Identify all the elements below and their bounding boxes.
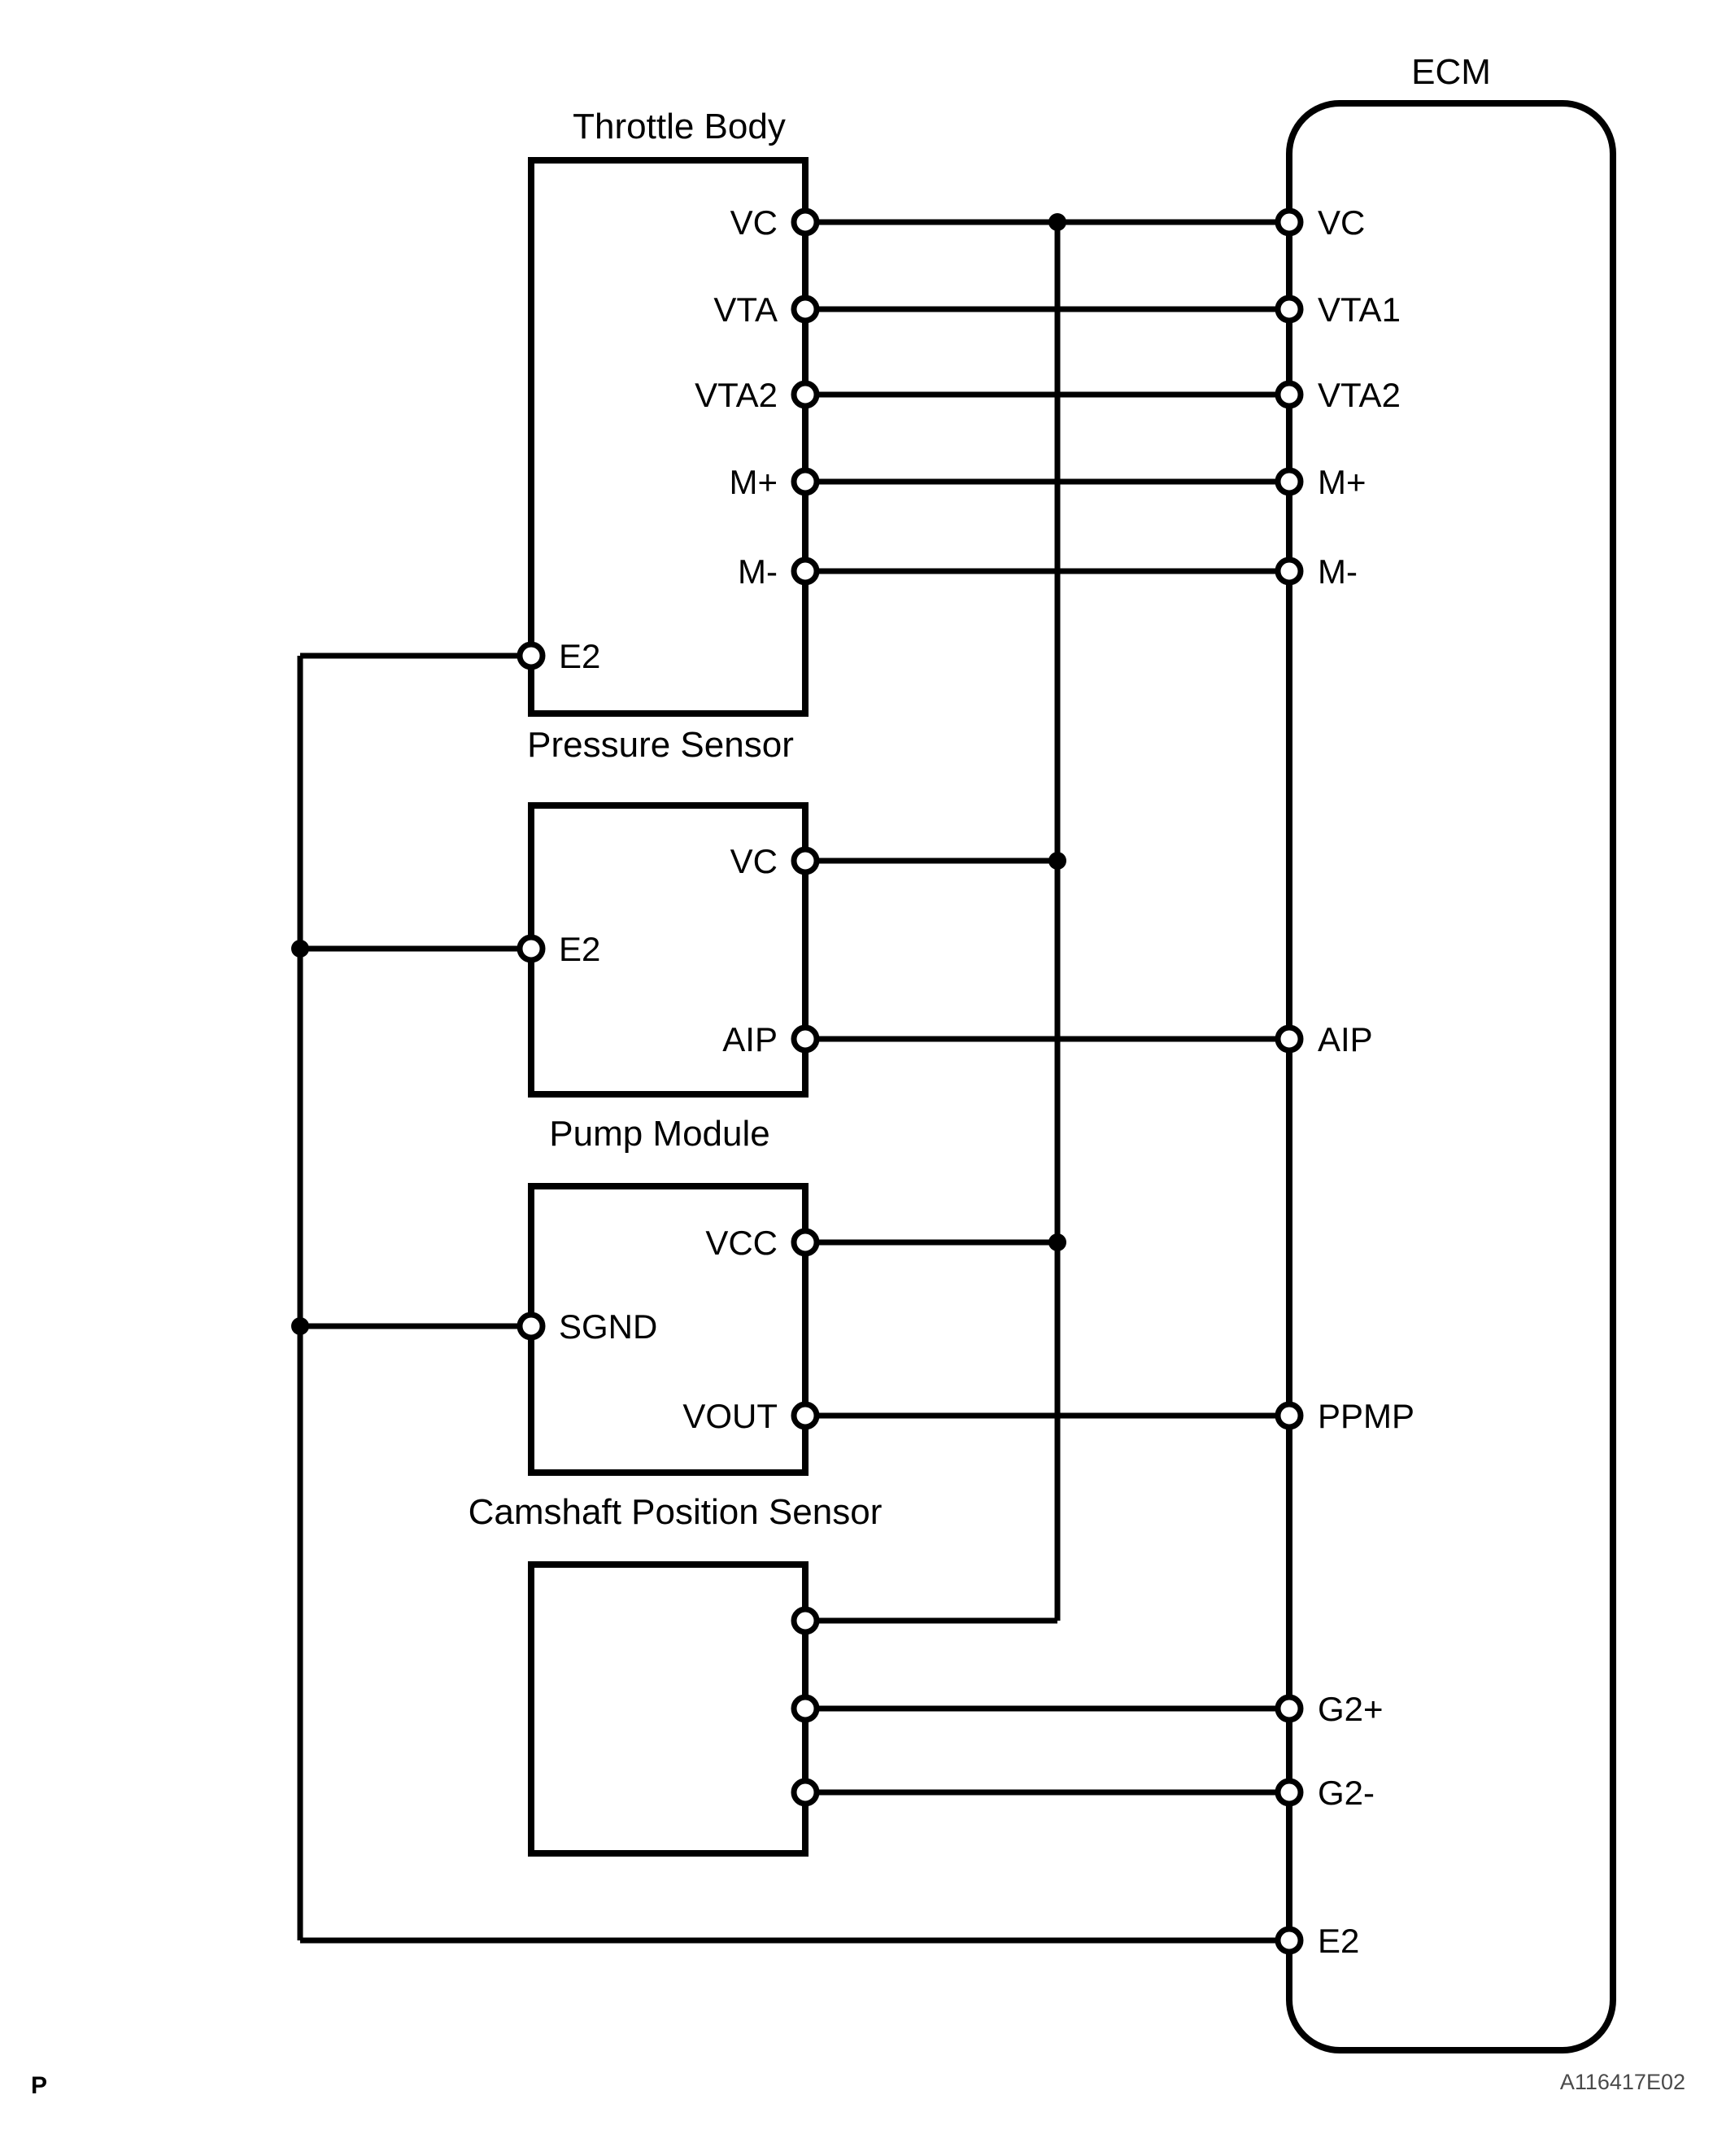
throttle-pin-label-m-minus: M- — [738, 552, 778, 591]
junction-dot-pump-vcc — [1048, 1233, 1066, 1251]
camshaft-sensor-title: Camshaft Position Sensor — [468, 1492, 883, 1532]
ecm-pin-label-vc: VC — [1318, 203, 1366, 242]
ecm-pin-label-aip: AIP — [1318, 1020, 1373, 1058]
pump-pin-sgnd — [520, 1315, 543, 1338]
pressure-pin-label-vc: VC — [730, 842, 778, 880]
ecm-pin-label-g2-plus: G2+ — [1318, 1690, 1384, 1728]
throttle-pin-label-e2: E2 — [559, 637, 601, 675]
throttle-pin-label-vc: VC — [730, 203, 778, 242]
throttle-pin-vta — [794, 298, 817, 321]
pump-pin-label-vout: VOUT — [682, 1397, 778, 1435]
pressure-pin-e2 — [520, 937, 543, 960]
camshaft-pin-1 — [794, 1609, 817, 1632]
junction-dot-pump-sgnd — [291, 1317, 309, 1335]
throttle-pin-vta2 — [794, 383, 817, 406]
ecm-pin-label-g2-minus: G2- — [1318, 1774, 1375, 1812]
throttle-body-box — [531, 160, 805, 714]
junction-dot-vc-bus-top — [1048, 213, 1066, 231]
throttle-pin-m-minus — [794, 560, 817, 583]
pressure-pin-vc — [794, 849, 817, 872]
ecm-pin-vta1 — [1278, 298, 1301, 321]
junction-dot-pressure-vc — [1048, 852, 1066, 870]
throttle-body-title: Throttle Body — [573, 107, 786, 146]
ecm-pin-label-ppmp: PPMP — [1318, 1397, 1415, 1435]
pressure-pin-aip — [794, 1028, 817, 1050]
pump-pin-label-sgnd: SGND — [559, 1307, 658, 1346]
ecm-pin-vc — [1278, 211, 1301, 233]
ecm-pin-e2 — [1278, 1929, 1301, 1952]
ecm-title: ECM — [1411, 52, 1491, 92]
ecm-pin-label-m-plus: M+ — [1318, 463, 1366, 501]
ecm-pin-g2-plus — [1278, 1697, 1301, 1720]
ecm-pin-aip — [1278, 1028, 1301, 1050]
ecm-pin-label-vta2: VTA2 — [1318, 376, 1401, 414]
figure-id: A116417E02 — [1559, 2070, 1685, 2094]
camshaft-sensor-box — [531, 1565, 805, 1853]
pump-pin-label-vcc: VCC — [705, 1224, 778, 1262]
pump-module-title: Pump Module — [549, 1114, 770, 1154]
throttle-pin-label-vta: VTA — [713, 290, 778, 329]
camshaft-pin-2 — [794, 1697, 817, 1720]
throttle-pin-label-vta2: VTA2 — [695, 376, 778, 414]
ecm-pin-vta2 — [1278, 383, 1301, 406]
ecm-pin-m-minus — [1278, 560, 1301, 583]
ecm-pin-label-vta1: VTA1 — [1318, 290, 1401, 329]
throttle-pin-m-plus — [794, 470, 817, 493]
pump-pin-vout — [794, 1404, 817, 1427]
throttle-pin-e2 — [520, 644, 543, 667]
pressure-pin-label-aip: AIP — [722, 1020, 778, 1058]
ecm-pin-label-e2: E2 — [1318, 1922, 1360, 1960]
pump-pin-vcc — [794, 1231, 817, 1254]
page-marker: P — [31, 2072, 48, 2099]
pressure-pin-label-e2: E2 — [559, 930, 601, 968]
camshaft-pin-3 — [794, 1781, 817, 1804]
ecm-pin-m-plus — [1278, 470, 1301, 493]
pressure-sensor-title: Pressure Sensor — [527, 725, 794, 765]
throttle-pin-vc — [794, 211, 817, 233]
throttle-pin-label-m-plus: M+ — [729, 463, 778, 501]
ecm-pin-g2-minus — [1278, 1781, 1301, 1804]
junction-dot-pressure-e2 — [291, 940, 309, 958]
ecm-pin-ppmp — [1278, 1404, 1301, 1427]
ecm-pin-label-m-minus: M- — [1318, 552, 1358, 591]
